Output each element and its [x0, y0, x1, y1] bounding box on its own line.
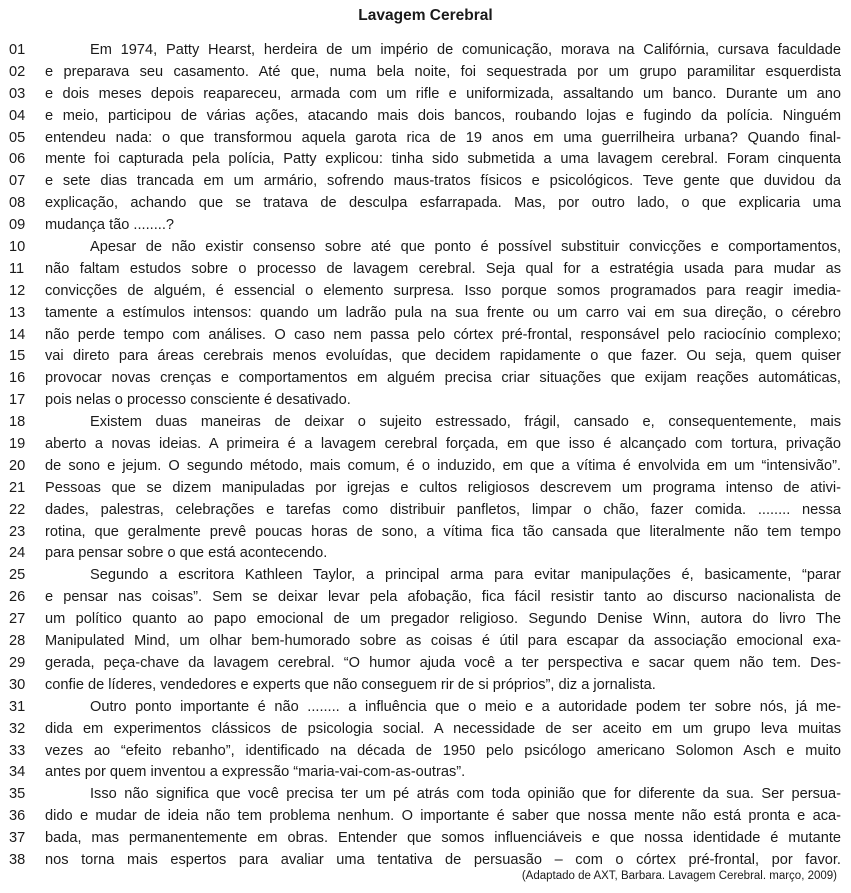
line-number: 02 [9, 63, 26, 80]
line-text: mudança tão ........? [45, 217, 174, 234]
line-text: Isso não significa que você precisa ter um pé atrás com toda opinião que for diferente da sua. Ser persua- [90, 786, 841, 803]
text-line [0, 631, 851, 653]
line-number: 08 [9, 195, 26, 212]
line-number: 22 [9, 501, 26, 518]
line-text: Em 1974, Patty Hearst, herdeira de um império de comunicação, morava na Califórnia, cursava faculdade [90, 42, 841, 58]
line-number: 29 [9, 654, 26, 671]
line-number: 19 [9, 436, 26, 453]
text-line [0, 62, 851, 84]
text-line [0, 40, 851, 62]
line-number: 34 [9, 764, 26, 781]
line-text: nos torna mais espertos para avaliar uma tentativa de persuasão – com o córtex pré-frontal, por favor. [45, 851, 841, 868]
text-line [0, 237, 851, 259]
line-text: não faltam estudos sobre o processo de lavagem cerebral. Seja qual for a estratégia usada para mudar as [45, 260, 841, 277]
line-number: 09 [9, 217, 26, 234]
line-text: antes por quem inventou a expressão “maria-vai-com-as-outras”. [45, 764, 466, 781]
line-text: de sono e jejum. O segundo método, mais comum, é o induzido, em que a vítima é envolvida em um “intensivão”. [45, 457, 841, 474]
line-text: mente foi capturada pela polícia, Patty explicou: tinha sido submetida a uma lavagem cerebral. Foram cinquenta [45, 151, 841, 168]
text-line [0, 543, 851, 565]
line-number: 10 [9, 239, 26, 256]
text-line [0, 171, 851, 193]
line-number: 28 [9, 633, 26, 650]
line-text: não perde tempo com análises. O caso nem passa pelo córtex pré-frontal, responsável pelo raciocínio complexo; [45, 326, 841, 343]
line-number: 23 [9, 523, 26, 540]
line-text: dida em experimentos clássicos de psicologia social. A necessidade de ser aceito em um grupo leva muitas [45, 720, 841, 737]
line-text: aberto a novas ideias. A primeira é a lavagem cerebral forçada, em que isso é alcançado com tortura, privação [45, 436, 841, 453]
line-number: 03 [9, 85, 26, 102]
line-text: Existem duas maneiras de deixar o sujeito estressado, frágil, cansado e, consequentemente, mais [90, 414, 841, 431]
line-number: 33 [9, 742, 26, 759]
text-line [0, 806, 851, 828]
line-text: vezes ao “efeito rebanho”, identificado na década de 1950 pelo psicólogo americano Solomon Asch e muito [45, 742, 841, 759]
line-number: 04 [9, 107, 26, 124]
text-line [0, 303, 851, 325]
line-text: Pessoas que se dizem manipuladas por igrejas e cultos religiosos descrevem um programa intenso de ativi- [45, 479, 841, 496]
text-line [0, 193, 851, 215]
text-line [0, 478, 851, 500]
text-line [0, 784, 851, 806]
line-text: e dois meses depois reapareceu, armada com um rifle e uniformizada, assaltando um banco. Durante um ano [45, 85, 841, 102]
line-text: dades, palestras, celebrações e tarefas como distribuir panfletos, limpar o chão, fazer comida. ........ nessa [45, 501, 841, 518]
text-line [0, 368, 851, 390]
text-line [0, 84, 851, 106]
line-number: 18 [9, 414, 26, 431]
source-citation: (Adaptado de AXT, Barbara. Lavagem Cerebral. março, 2009) [521, 870, 837, 882]
line-text: um político quanto ao papo emocional de um pregador religioso. Segundo Denise Winn, autora do livro The [45, 611, 841, 628]
text-line [0, 609, 851, 631]
line-text: tamente a estímulos intensos: quando um ladrão pula na sua frente ou um carro vai em sua direção, o cérebro [45, 304, 841, 321]
line-text: e pensar nas coisas”. Sem se deixar levar pela afobação, fica fácil resistir tanto ao discurso nacionalista de [45, 589, 841, 606]
line-text: confie de líderes, vendedores e experts que não conseguem rir de si próprios”, diz a jornalista. [45, 676, 656, 693]
line-number: 01 [9, 42, 26, 58]
line-number: 12 [9, 282, 26, 299]
line-number: 07 [9, 173, 26, 190]
text-line [0, 128, 851, 150]
line-text: explicação, achando que se tratava de desculpa esfarrapada. Mas, por outro lado, o que explicaria uma [45, 195, 841, 212]
line-text: e meio, participou de várias ações, atacando mais dois bancos, roubando lojas e fugindo da polícia. Ninguém [45, 107, 841, 124]
line-text: Apesar de não existir consenso sobre até que ponto é possível substituir convicções e comportamentos, [90, 239, 841, 256]
text-line [0, 522, 851, 544]
line-number: 21 [9, 479, 26, 496]
page-title: Lavagem Cerebral [358, 7, 493, 24]
line-text: Outro ponto importante é não ........ a influência que o meio e a autoridade podem ter sobre nós, já me- [90, 698, 841, 715]
line-number: 26 [9, 589, 26, 606]
text-line [0, 500, 851, 522]
line-text: dido e mudar de ideia não tem problema nenhum. O importante é saber que nossa mente não está pronta e aca- [45, 808, 841, 825]
line-number: 30 [9, 676, 26, 693]
text-line [0, 325, 851, 347]
line-number: 32 [9, 720, 26, 737]
text-line [0, 412, 851, 434]
line-text: bada, mas permanentemente em obras. Entender que somos influenciáveis e que nossa identidade é mutante [45, 830, 841, 847]
line-number: 17 [9, 392, 26, 409]
text-line [0, 719, 851, 741]
line-number: 13 [9, 304, 26, 321]
text-line [0, 149, 851, 171]
line-number: 25 [9, 567, 26, 584]
line-number: 15 [9, 348, 26, 365]
line-text: rotina, que geralmente prevê poucas horas de sono, a vítima fica tão cansada que literalmente não tem tempo [45, 523, 841, 540]
text-line [0, 675, 851, 697]
text-line [0, 390, 851, 412]
text-line [0, 762, 851, 784]
line-number: 36 [9, 808, 26, 825]
text-line [0, 259, 851, 281]
text-body [0, 40, 851, 872]
text-line [0, 434, 851, 456]
text-line [0, 106, 851, 128]
line-text: provocar novas crenças e comportamentos em alguém precisa criar situações que exijam reações automáticas, [45, 370, 841, 387]
text-line [0, 850, 851, 872]
text-line [0, 828, 851, 850]
line-text: convicções de alguém, é essencial o elemento surpresa. Isso porque somos programados para reagir imedia- [45, 282, 841, 299]
text-line [0, 565, 851, 587]
line-number: 14 [9, 326, 26, 343]
line-number: 27 [9, 611, 26, 628]
text-line [0, 281, 851, 303]
text-line [0, 697, 851, 719]
text-line [0, 653, 851, 675]
line-number: 11 [9, 260, 25, 277]
line-number: 06 [9, 151, 26, 168]
line-number: 37 [9, 830, 26, 847]
line-text: e preparava seu casamento. Até que, numa bela noite, foi sequestrada por um grupo paramilitar esquerdista [45, 63, 841, 80]
text-line [0, 587, 851, 609]
line-text: Manipulated Mind, um olhar bem-humorado sobre as coisas é útil para escapar da associação emocional exa- [45, 633, 841, 650]
line-number: 16 [9, 370, 26, 387]
line-text: e sete dias trancada em um armário, sofrendo maus-tratos físicos e psicológicos. Teve gente que duvidou da [45, 173, 841, 190]
text-line [0, 346, 851, 368]
line-text: gerada, peça-chave da lavagem cerebral. “O humor ajuda você a ter perspectiva e sacar quem não tem. Des- [45, 654, 841, 671]
line-text: pois nelas o processo consciente é desativado. [45, 392, 351, 409]
line-text: Segundo a escritora Kathleen Taylor, a principal arma para evitar manipulações é, basicamente, “parar [90, 567, 841, 584]
line-number: 35 [9, 786, 26, 803]
line-text: para pensar sobre o que está acontecendo. [45, 545, 328, 562]
text-line [0, 215, 851, 237]
line-number: 05 [9, 129, 26, 146]
line-number: 20 [9, 457, 26, 474]
line-text: entendeu nada: o que transformou aquela garota rica de 19 anos em uma guerrilheira urbana? Quando final- [45, 129, 841, 146]
text-line [0, 741, 851, 763]
line-text: vai direto para áreas cerebrais menos evoluídas, que decidem rapidamente o que fazer. Ou seja, quem quiser [45, 348, 841, 365]
line-number: 38 [9, 851, 26, 868]
line-number: 31 [9, 698, 26, 715]
text-line [0, 456, 851, 478]
line-number: 24 [9, 545, 26, 562]
